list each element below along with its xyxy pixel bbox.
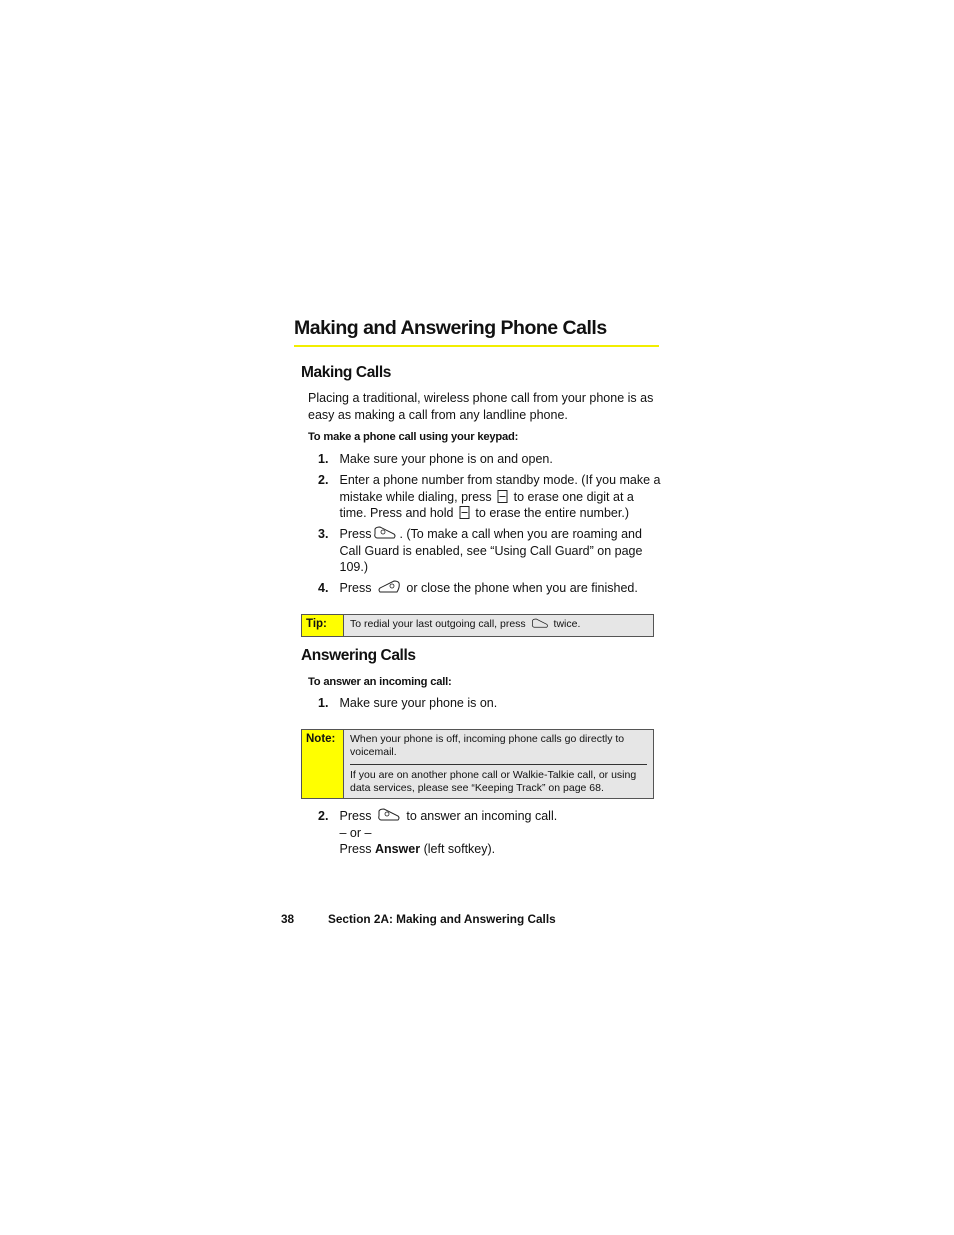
step-text-part: or close the phone when you are finished. [406,581,638,595]
making-calls-heading: Making Calls [301,364,391,381]
tip-text-part: To redial your last outgoing call, press [350,618,526,630]
step-text-part: to erase the entire number.) [475,506,629,520]
tip-box [301,614,654,637]
note-divider [350,764,647,765]
making-calls-intro: Placing a traditional, wireless phone call from your phone is as easy as making a call from any landline phone. [308,391,654,422]
talk-key-icon [531,618,549,629]
or-separator: – or – [339,825,372,840]
step-text [340,808,664,858]
step-text-part: to erase one digit at a time. Press and hold [339,489,634,520]
list-item [318,695,663,712]
page-title: Making and Answering Phone Calls [294,316,659,347]
tip-text-part: twice. [553,618,581,630]
note-line: If you are on another phone call or Walkie-Talkie call, or using data services, please see “Keeping Track” on page 68. [350,769,637,794]
step-number: 1. [318,452,329,466]
list-item [318,451,663,468]
step-text-part: Press [339,842,372,856]
step-text-part: Enter a phone number from standby mode. (If you make a mistake while dialing, press [339,473,661,504]
step-text-part: Press [339,581,372,595]
page-number: 38 [281,912,295,926]
step-text: Make sure your phone is on. [339,696,498,710]
talk-key-icon [373,526,397,540]
note-line: When your phone is off, incoming phone calls go directly to voicemail. [350,733,625,758]
back-key-icon [497,490,508,503]
list-item [318,580,663,597]
end-key-icon [377,580,401,594]
step-text-part: . (To make a call when you are roaming and Call Guard is enabled, see “Using Call Guard” on page 109.) [339,527,643,574]
step-number: 3. [318,527,329,541]
step-text: Make sure your phone is on and open. [339,452,553,466]
list-item [318,526,663,576]
note-box [301,729,654,799]
step-text-part: to answer an incoming call. [406,809,558,823]
step-text [340,526,664,576]
tip-label: Tip: [302,615,344,636]
note-label: Note: [302,730,344,798]
step-number: 1. [318,696,329,710]
step-number: 4. [318,581,329,595]
back-key-icon [459,506,470,519]
step-text-part: Press [339,527,372,541]
step-text-part: Press [339,809,372,823]
section-footer: Section 2A: Making and Answering Calls [328,912,556,926]
step-text [340,580,664,597]
list-item [318,472,663,522]
answer-softkey-label: Answer [374,842,421,856]
step-text [340,472,664,522]
answer-call-subheading: To answer an incoming call: [308,676,452,688]
step-text-part: (left softkey). [423,842,496,856]
keypad-call-subheading: To make a phone call using your keypad: [308,431,519,443]
tip-text [344,615,653,636]
note-body [344,730,653,798]
step-number: 2. [318,809,329,823]
step-number: 2. [318,473,329,487]
talk-key-icon [377,808,401,822]
answering-calls-heading: Answering Calls [301,647,416,664]
list-item [318,808,663,858]
